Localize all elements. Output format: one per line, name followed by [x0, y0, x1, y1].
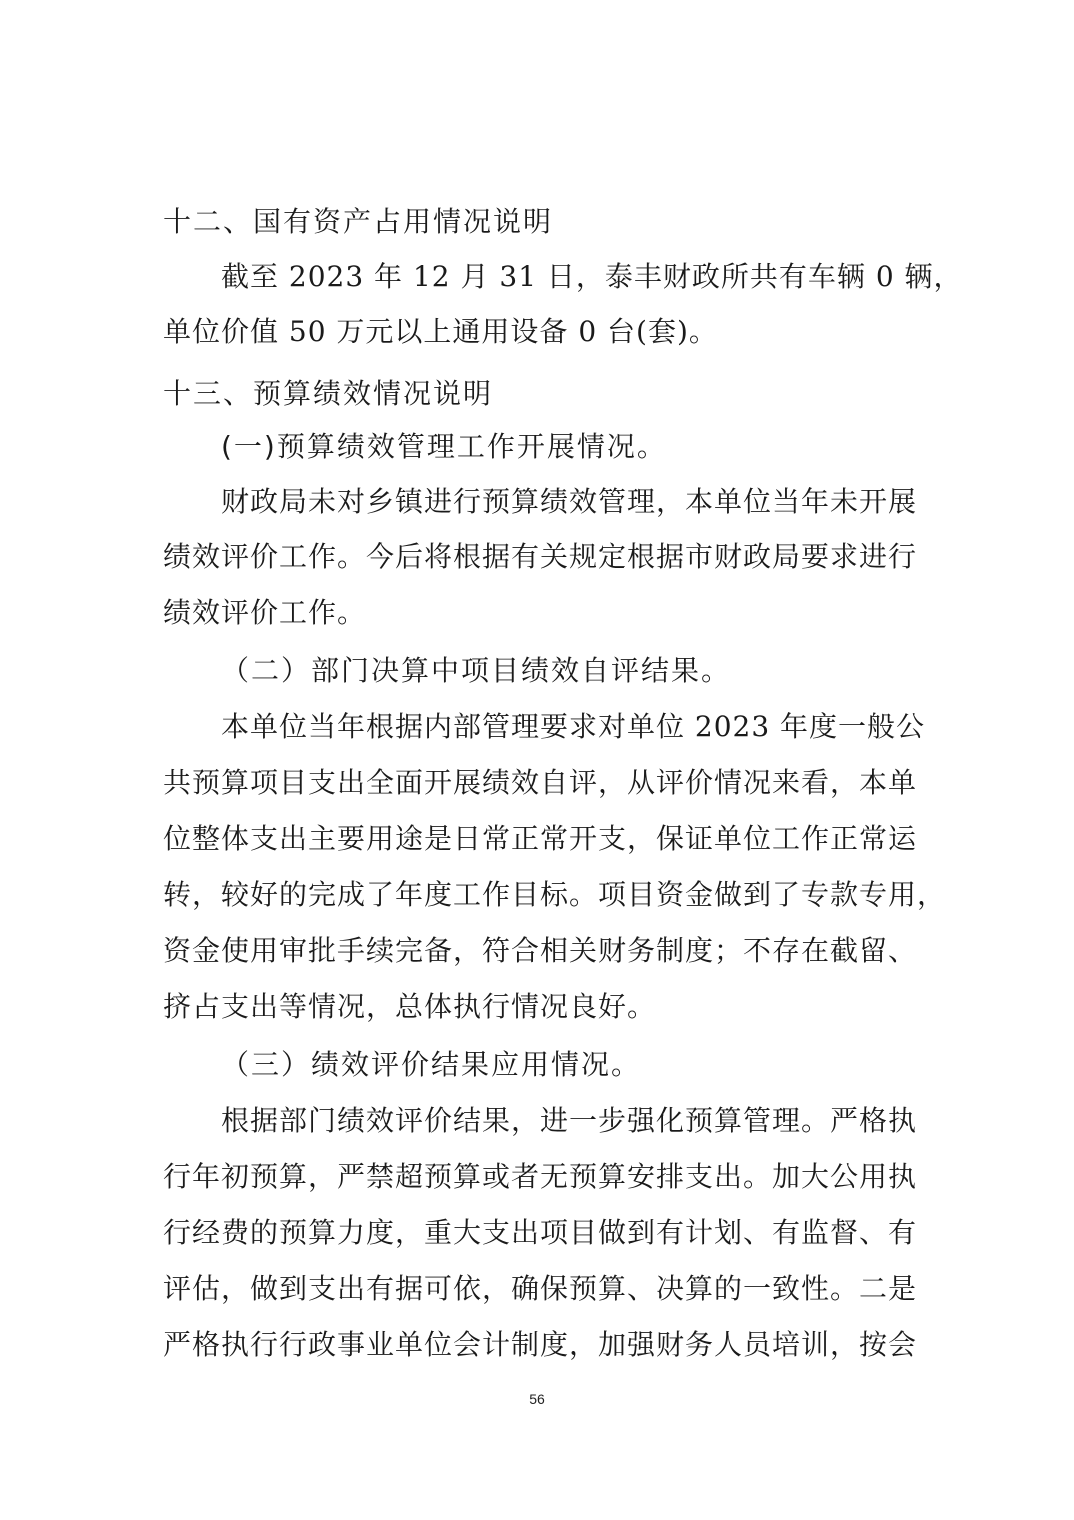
paragraph-line: 共预算项目支出全面开展绩效自评，从评价情况来看，本单 [163, 766, 918, 799]
paragraph-line: 本单位当年根据内部管理要求对单位 2023 年度一般公 [221, 710, 926, 743]
paragraph-line: 绩效评价工作。今后将根据有关规定根据市财政局要求进行 [163, 540, 918, 573]
page-number: 56 [529, 1391, 545, 1407]
paragraph-line: 财政局未对乡镇进行预算绩效管理，本单位当年未开展 [221, 485, 918, 518]
paragraph-line: 截至 2023 年 12 月 31 日，泰丰财政所共有车辆 0 辆， [221, 260, 963, 293]
paragraph-line: 行年初预算，严禁超预算或者无预算安排支出。加大公用执 [163, 1160, 918, 1193]
subsection-1-heading: (一)预算绩效管理工作开展情况。 [221, 430, 667, 463]
paragraph-line: 根据部门绩效评价结果，进一步强化预算管理。严格执 [221, 1104, 918, 1137]
subsection-3-heading: （三）绩效评价结果应用情况。 [221, 1048, 642, 1081]
paragraph-line: 转，较好的完成了年度工作目标。项目资金做到了专款专用， [163, 878, 947, 911]
paragraph-line: 挤占支出等情况，总体执行情况良好。 [163, 990, 657, 1023]
section-13-heading: 十三、预算绩效情况说明 [163, 377, 494, 410]
paragraph-line: 绩效评价工作。 [163, 596, 367, 629]
subsection-2-heading: （二）部门决算中项目绩效自评结果。 [221, 654, 732, 687]
paragraph-line: 资金使用审批手续完备，符合相关财务制度；不存在截留、 [163, 934, 918, 967]
paragraph-line: 严格执行行政事业单位会计制度，加强财务人员培训，按会 [163, 1328, 918, 1361]
paragraph-line: 位整体支出主要用途是日常正常开支，保证单位工作正常运 [163, 822, 918, 855]
paragraph-line: 单位价值 50 万元以上通用设备 0 台(套)。 [163, 315, 718, 348]
section-12-heading: 十二、国有资产占用情况说明 [163, 205, 554, 238]
paragraph-line: 行经费的预算力度，重大支出项目做到有计划、有监督、有 [163, 1216, 918, 1249]
paragraph-line: 评估，做到支出有据可依，确保预算、决算的一致性。二是 [163, 1272, 918, 1305]
